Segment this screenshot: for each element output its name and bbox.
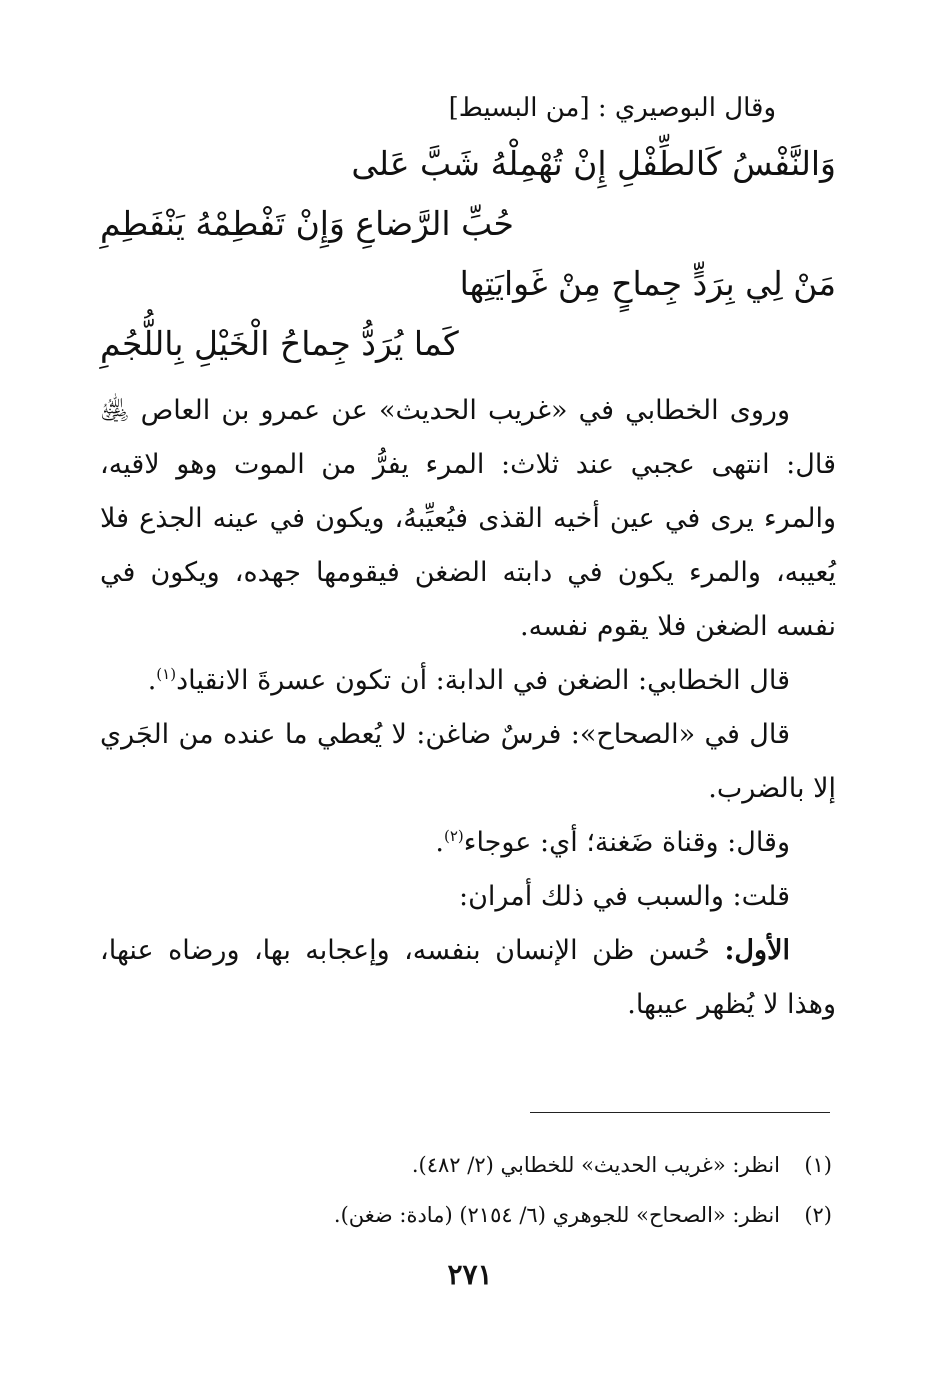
- paragraph-qanat-text: وقال: وقناة ضَغنة؛ أي: عوجاء: [463, 827, 790, 858]
- paragraph-khattabi-text: قال الخطابي: الضغن في الدابة: أن تكون عسرةَ الانقياد: [176, 665, 790, 696]
- footnote-2: [100, 1190, 832, 1240]
- footnote-1-text: انظر: «غريب الحديث» للخطابي (٢/ ٤٨٢).: [411, 1153, 780, 1177]
- verse-2-second-hemistich: كَما يُرَدُّ جِماحُ الْخَيْلِ بِاللُّجُمِ: [100, 324, 459, 363]
- paragraph-reasons: قلت: والسبب في ذلك أمران:: [458, 881, 790, 912]
- paragraph-first-reason: [100, 924, 836, 1032]
- footnote-1-number: (١): [804, 1153, 832, 1177]
- paragraph-hadith: وروى الخطابي في «غريب الحديث» عن عمرو بن العاص ﵁ قال: انتهى عجبي عند ثلاث: المرء يفرُّ من الموت وهو لاقيه، والمرء يرى في عين أخيه القذى فيُعيِّبهُ، ويكون في عينه الجذع فلا يُعيبه، والمرء يكون في دابته الضغن فيقومها جهده، ويكون في نفسه الضغن فلا يقوم نفسه.: [100, 395, 836, 642]
- paragraph-qanat: وقال: وقناة ضَغنة؛ أي: عوجاء$^{(٢)}$.: [435, 827, 790, 858]
- paragraph-sihah: قال في «الصحاح»: فرسٌ ضاغن: لا يُعطي ما عنده من الجَري إلا بالضرب.: [100, 719, 836, 804]
- footnote-ref-2: (٢): [443, 827, 464, 845]
- verse-1-first-hemistich: وَالنَّفْسُ كَالطِّفْلِ إِنْ تُهْمِلْهُ شَبَّ عَلى: [351, 144, 836, 183]
- footnote-2-number: (٢): [804, 1203, 832, 1227]
- first-reason-text: حُسن ظن الإنسان بنفسه، وإعجابه بها، ورضاه عنها، وهذا لا يُظهر عيبها.: [100, 935, 836, 1020]
- footnote-1: [100, 1140, 832, 1190]
- first-reason-label: الأول:: [724, 935, 790, 966]
- page-number: ٢٧١: [447, 1258, 493, 1291]
- footnotes: [100, 1140, 832, 1240]
- poem: [100, 134, 836, 374]
- verse-2-first-hemistich: مَنْ لِي بِرَدٍّ جِماحٍ مِنْ غَوايَتِها: [459, 264, 836, 303]
- footnote-divider: [530, 1112, 830, 1113]
- page-body: [100, 88, 836, 1032]
- verse-1-second-hemistich: حُبِّ الرَّضاعِ وَإِنْ تَفْطِمْهُ يَنْفَطِمِ: [100, 204, 514, 243]
- footnote-2-text: انظر: «الصحاح» للجوهري (٦/ ٢١٥٤) (مادة: ضغن).: [333, 1203, 780, 1227]
- paragraph-khattabi: قال الخطابي: الضغن في الدابة: أن تكون عسرةَ الانقياد$^{(١)}$.: [147, 665, 790, 696]
- footnote-ref-1: (١): [156, 665, 177, 683]
- verse-intro: وقال البوصيري : [من البسيط]: [448, 93, 776, 123]
